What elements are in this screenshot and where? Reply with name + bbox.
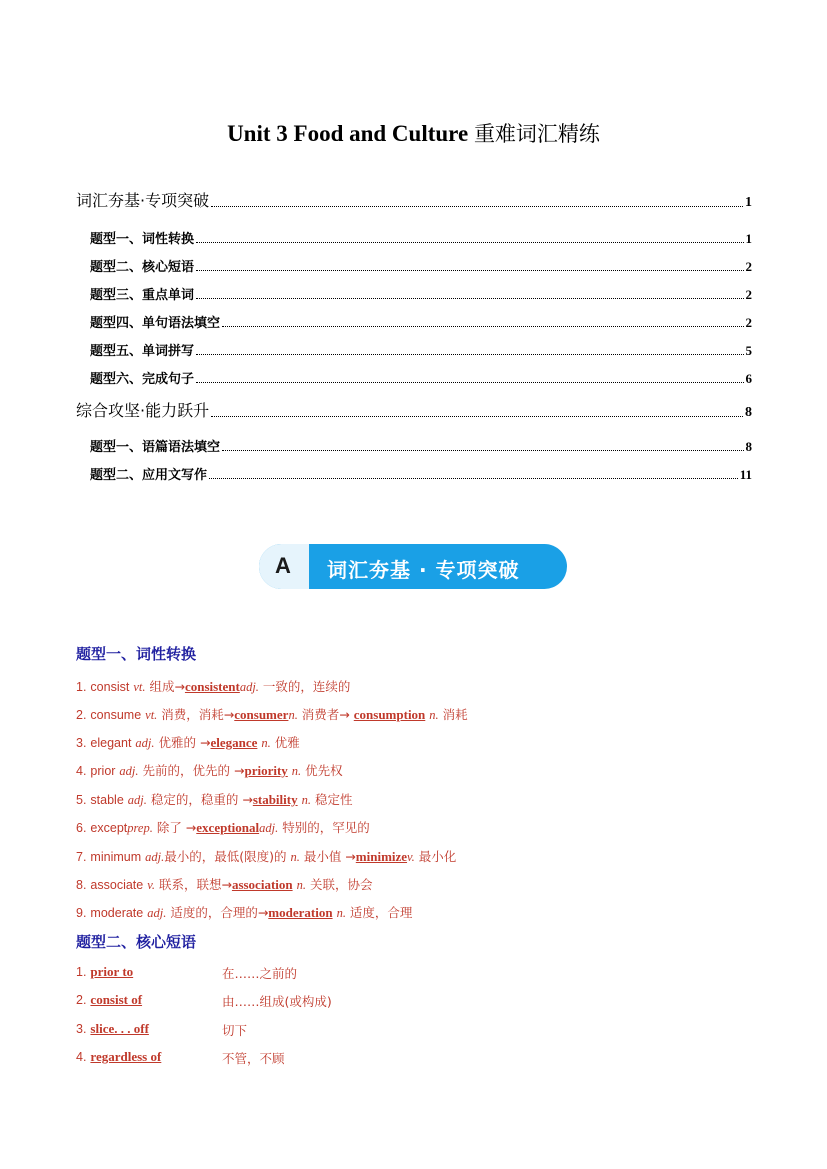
item-answer-pos: n. [261, 736, 271, 750]
item-answer: prior to [90, 964, 134, 979]
toc-label: 综合攻坚·能力跃升 [76, 401, 210, 420]
list-item [76, 875, 372, 893]
item-answer: slice. . . off [90, 1021, 149, 1036]
list-item [76, 847, 456, 865]
list-item [76, 790, 352, 808]
banner-letter: A [275, 553, 291, 578]
item-answer-meaning: 特别的，罕见的 [282, 820, 370, 835]
item-answer: priority [244, 763, 288, 778]
item-meaning: 稳定的，稳重的 → [150, 792, 253, 807]
toc-page: 8 [745, 405, 752, 420]
item-answer: regardless of [90, 1049, 162, 1064]
list-item [76, 733, 300, 751]
item-pos: adj. [145, 850, 165, 864]
item-pos: n. [290, 850, 300, 864]
item-answer-meaning: 优雅 [274, 735, 300, 750]
section-heading: 题型二、核心短语 [76, 933, 197, 951]
banner-text: 词汇夯基 · 专项突破 [327, 558, 520, 582]
toc-label: 题型一、词性转换 [90, 232, 195, 247]
toc-leader [222, 326, 743, 327]
toc-leader [196, 382, 743, 383]
list-item [76, 761, 343, 779]
toc-entry[interactable] [76, 398, 752, 421]
toc-entry[interactable] [90, 464, 752, 483]
toc-label: 题型三、重点单词 [90, 288, 195, 303]
item-answer-pos: n. [291, 764, 302, 778]
item-number: 4. [76, 764, 87, 778]
item-answer-meaning: 优先权 [305, 763, 343, 778]
toc-entry[interactable] [90, 256, 752, 275]
toc-page: 6 [745, 371, 752, 386]
item-number: 7. [76, 850, 87, 864]
item-word: moderate [90, 906, 144, 920]
item-answer-meaning: 适度，合理 [349, 905, 413, 920]
toc-entry[interactable] [90, 368, 752, 387]
title-en: Unit 3 Food and Culture [227, 121, 469, 146]
toc-leader [222, 450, 743, 451]
item-word: associate [90, 878, 144, 892]
item-number: 8. [76, 878, 87, 892]
item-pos: adj. [135, 736, 155, 750]
item-answer-pos: n. [429, 708, 439, 722]
item-meaning: 适度的，合理的→ [170, 905, 269, 920]
toc-leader [196, 354, 743, 355]
item-number: 1. [76, 680, 87, 694]
list-item [76, 705, 468, 723]
item-number: 2. [76, 993, 87, 1007]
item-number: 2. [76, 708, 87, 722]
item-answer-meaning: 最小化 [418, 849, 457, 864]
item-answer: moderation [268, 905, 333, 920]
list-item [76, 992, 332, 1009]
item-word: minimum [90, 850, 142, 864]
toc-leader [196, 270, 743, 271]
item-number: 6. [76, 821, 87, 835]
toc-page: 2 [745, 259, 752, 274]
toc-page: 1 [745, 195, 752, 210]
item-number: 3. [76, 1022, 87, 1036]
item-word: stable [90, 793, 124, 807]
toc-label: 题型六、完成句子 [90, 372, 195, 387]
toc-page: 5 [745, 343, 752, 358]
item-meaning: 除了 → [156, 820, 197, 835]
list-item [76, 964, 298, 981]
item-word: consume [90, 708, 142, 722]
title-cn: 重难词汇精练 [473, 122, 600, 146]
item-answer: consist of [90, 992, 143, 1007]
item-answer: consistent [184, 679, 240, 694]
item-answer-pos: adj. [259, 821, 279, 835]
item-answer-pos: n. [288, 708, 298, 722]
toc-entry[interactable] [90, 312, 752, 331]
toc-leader [209, 478, 738, 479]
item-meaning: 最小值 → [303, 849, 356, 864]
toc-label: 词汇夯基·专项突破 [76, 191, 210, 210]
item-answer-meaning: 消耗 [442, 707, 468, 722]
item-number: 5. [76, 793, 87, 807]
item-pos: prep. [127, 821, 153, 835]
item-meaning: 优雅的 → [158, 735, 211, 750]
item-meaning: 不管，不顾 [222, 1051, 285, 1066]
item-answer: minimize [355, 849, 408, 864]
list-item [76, 1049, 285, 1066]
toc-page: 11 [739, 467, 752, 482]
item-answer: consumer [234, 707, 289, 722]
toc-page: 2 [745, 315, 752, 330]
item-meaning: 组成→ [149, 679, 185, 694]
item-number: 1. [76, 965, 87, 979]
item-answer-meaning: 关联，协会 [309, 877, 373, 892]
page-title [0, 118, 827, 148]
toc-leader [211, 416, 743, 417]
item-answer-meaning: 一致的，连续的 [262, 679, 351, 694]
toc-entry[interactable] [90, 436, 752, 455]
section-heading: 题型一、词性转换 [76, 645, 197, 663]
item-answer-pos: n. [296, 878, 306, 892]
toc-leader [211, 206, 743, 207]
toc-leader [196, 298, 743, 299]
item-meaning: 由……组成(或构成) [222, 994, 332, 1009]
item-meaning: 联系，联想→ [158, 877, 232, 892]
toc-entry[interactable] [90, 340, 752, 359]
item-word: elegant [90, 736, 132, 750]
item-word: prior [90, 764, 116, 778]
toc-page: 1 [745, 231, 752, 246]
item-number: 4. [76, 1050, 87, 1064]
item-word: except [90, 821, 128, 835]
item-pos: adj. [119, 764, 139, 778]
item-pos: adj. [147, 906, 167, 920]
item-answer-pos: n. [301, 793, 311, 807]
toc-label: 题型五、单词拼写 [90, 344, 195, 359]
item-pos: adj. [127, 793, 147, 807]
toc-entry[interactable] [90, 228, 752, 247]
toc-label: 题型二、应用文写作 [90, 468, 208, 483]
list-item [76, 818, 370, 836]
toc-entry[interactable] [90, 284, 752, 303]
item-answer: association [231, 877, 293, 892]
item-answer-pos: v. [407, 850, 415, 864]
toc-label: 题型四、单句语法填空 [90, 316, 221, 331]
item-answer: consumption [353, 707, 426, 722]
item-meaning: 最小的，最低(限度)的 [164, 849, 287, 864]
toc-label: 题型一、语篇语法填空 [90, 440, 221, 455]
toc-page: 8 [745, 439, 752, 454]
item-answer: stability [252, 792, 298, 807]
item-answer-pos: n. [336, 906, 346, 920]
list-item [76, 903, 412, 921]
list-item [76, 1021, 248, 1038]
item-answer: elegance [210, 735, 258, 750]
item-answer: exceptional [196, 820, 260, 835]
item-number: 9. [76, 906, 87, 920]
toc-entry[interactable] [76, 188, 752, 211]
item-answer-pos: adj. [239, 680, 259, 694]
toc-page: 2 [745, 287, 752, 302]
item-number: 3. [76, 736, 87, 750]
toc-leader [196, 242, 743, 243]
section-banner [259, 544, 567, 589]
toc-label: 题型二、核心短语 [90, 260, 195, 275]
item-meaning: 切下 [222, 1023, 248, 1038]
item-pos: vt. [145, 708, 158, 722]
item-answer-meaning: 消费者→ [301, 707, 350, 722]
item-meaning: 先前的，优先的 → [142, 763, 245, 778]
item-word: consist [90, 680, 130, 694]
item-meaning: 消费，消耗→ [161, 707, 235, 722]
item-answer-meaning: 稳定性 [314, 792, 353, 807]
item-meaning: 在……之前的 [222, 966, 298, 981]
item-pos: v. [147, 878, 155, 892]
item-pos: vt. [133, 680, 146, 694]
list-item [76, 677, 350, 695]
